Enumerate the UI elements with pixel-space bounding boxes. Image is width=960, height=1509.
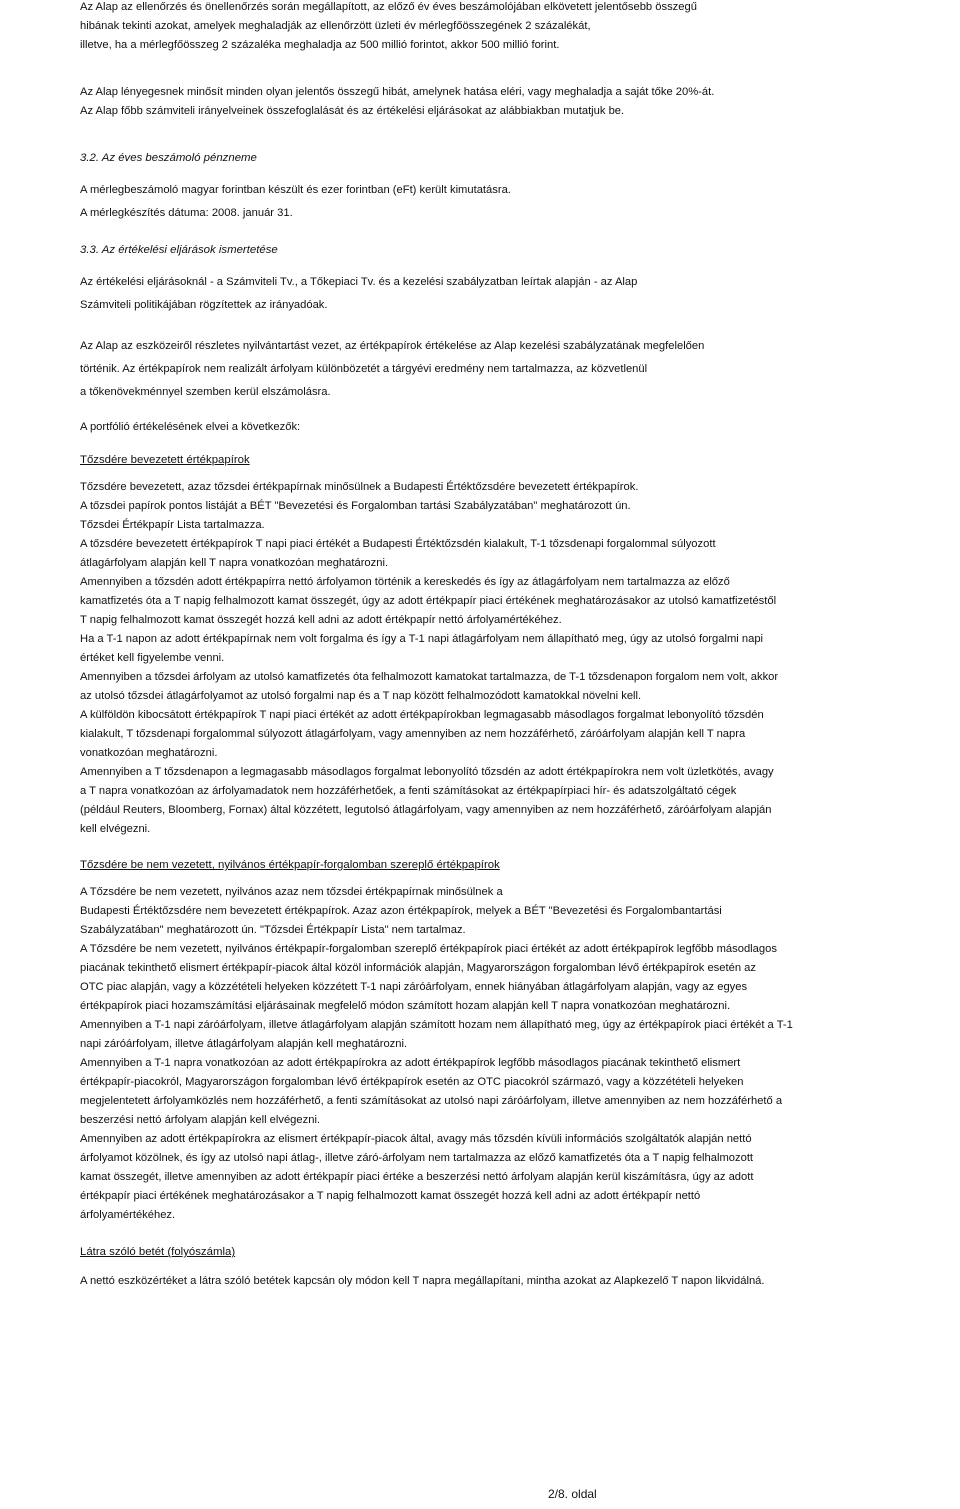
text-line: Az Alap az ellenőrzés és önellenőrzés során megállapított, az előző év éves beszámolójában elkövetett jelentősebb összegű bbox=[80, 1, 697, 13]
subheading-sight-deposit: Látra szóló betét (folyószámla) bbox=[80, 1246, 236, 1258]
text-line: A külföldön kibocsátott értékpapírok T napi piaci értékét az adott értékpapírokban legmagasabb másodlagos forgalmat lebonyolító tőzsdén bbox=[80, 709, 764, 721]
text-line: Tőzsdei Értékpapír Lista tartalmazza. bbox=[80, 519, 265, 531]
text-line: a tőkenövekménnyel szemben kerül elszámolásra. bbox=[80, 386, 331, 398]
text-line: hibának tekinti azokat, amelyek meghaladják az ellenőrzött üzleti év mérlegfőösszegének 2 százalékát, bbox=[80, 20, 591, 32]
text-line: Amennyiben a tőzsdén adott értékpapírra nettó árfolyamon történik a kereskedés és így az átlagárfolyam nem tartalmazza az előző bbox=[80, 576, 730, 588]
text-line: Budapesti Értéktőzsdére nem bevezetett értékpapírok. Azaz azon értékpapírok, melyek a BÉT "Bevezetési és Forgalombantartási bbox=[80, 905, 722, 917]
text-line: A Tőzsdére be nem vezetett, nyilvános azaz nem tőzsdei értékpapírnak minősülnek a bbox=[80, 886, 503, 898]
text-line: árfolyamot közölnek, és így az utolsó napi átlag-, illetve záró-árfolyam nem tartalmazza az előző kamatfizetés óta a T napig felhalmozott bbox=[80, 1152, 754, 1164]
text-line: Tőzsdére bevezetett, azaz tőzsdei értékpapírnak minősülnek a Budapesti Értéktőzsdére bevezetett értékpapírok. bbox=[80, 481, 639, 493]
text-line: történik. Az értékpapírok nem realizált árfolyam különbözetét a tárgyévi eredmény nem tartalmazza, az közvetlenül bbox=[80, 363, 648, 375]
text-line: Amennyiben a T-1 napi záróárfolyam, illetve átlagárfolyam alapján számított hozam nem állapítható meg, úgy az értékpapírok piaci értékét a T-1 bbox=[80, 1019, 793, 1031]
listed-securities-body bbox=[80, 478, 952, 839]
text-line: piacának tekinthető elismert értékpapír-piacok által közöl információk alapján, Magyarországon forgalomban lévő értékpapírok esetén az bbox=[80, 962, 756, 974]
text-line: A tőzsdére bevezetett értékpapírok T napi piaci értékét a Budapesti Értéktőzsdén kialakult, T-1 tőzsdenapi forgalommal súlyozott bbox=[80, 538, 716, 550]
text-line: Az Alap főbb számviteli irányelveinek összefoglalását és az értékelési eljárásokat az alábbiakban mutatjuk be. bbox=[80, 105, 625, 117]
text-line: Amennyiben a T-1 napra vonatkozóan az adott értékpapírokra az adott értékpapírok legfőbb másodlagos piacának tekinthető elismert bbox=[80, 1057, 741, 1069]
text-line: megjelentetett árfolyamközlés nem hozzáférhető, a fenti számításokat az utolsó napi záróárfolyam, illetve amennyiben az nem hozzáférhető a bbox=[80, 1095, 783, 1107]
text-line: vonatkozóan meghatározni. bbox=[80, 747, 218, 759]
text-line: napi záróárfolyam, illetve átlagárfolyam alapján kell meghatározni. bbox=[80, 1038, 408, 1050]
text-line: értékpapír piaci értékének meghatározásakor a T napig felhalmozott kamat összegét hozzá kell adni az adott értékpapír nettó bbox=[80, 1190, 701, 1202]
text-line: (például Reuters, Bloomberg, Fornax) által közzétett, legutolsó átlagárfolyam, vagy amennyiben az nem hozzáférhető, záróárfolyam alapján bbox=[80, 804, 772, 816]
text-line: OTC piac alapján, vagy a közzétételi helyeken közzétett T-1 napi záróárfolyam, ennek hiányában átlagárfolyam alapján, vagy az egyes bbox=[80, 981, 748, 993]
text-line: árfolyamértékéhez. bbox=[80, 1209, 176, 1221]
text-line: A nettó eszközértéket a látra szóló betétek kapcsán oly módon kell T napra megállapítani, mintha azokat az Alapkezelő T napon likvidálná. bbox=[80, 1275, 765, 1287]
page-number: 2/8. oldal bbox=[548, 1487, 597, 1501]
section-heading-3-2: 3.2. Az éves beszámoló pénzneme bbox=[80, 152, 257, 164]
text-line: Az Alap az eszközeiről részletes nyilvántartást vezet, az értékpapírok értékelése az Alap kezelési szabályzatának megfelelően bbox=[80, 340, 705, 352]
text-line: Amennyiben az adott értékpapírokra az elismert értékpapír-piacok által, avagy más tőzsdén kívüli információs szolgáltatók alapján nettó bbox=[80, 1133, 752, 1145]
subheading-listed-securities: Tőzsdére bevezetett értékpapírok bbox=[80, 454, 250, 466]
text-line: átlagárfolyam alapján kell T napra vonatkozóan meghatározni. bbox=[80, 557, 389, 569]
text-line: kamatfizetés óta a T napig felhalmozott kamat összegét, úgy az adott értékpapír piaci értékének meghatározásakor az utolsó kamatfizetéstől bbox=[80, 595, 777, 607]
text-line: Ha a T-1 napon az adott értékpapírnak nem volt forgalma és így a T-1 napi átlagárfolyam nem állapítható meg, úgy az utolsó forgalmi napi bbox=[80, 633, 764, 645]
document-page bbox=[80, 0, 952, 1291]
text-line: Az értékelési eljárásoknál - a Számviteli Tv., a Tőkepiaci Tv. és a kezelési szabályzatban leírtak alapján - az Alap bbox=[80, 276, 638, 288]
text-line: kamat összegét, illetve amennyiben az adott értékpapír piaci értéke a beszerzési nettó árfolyam alapján kerül kiszámításra, úgy az adott bbox=[80, 1171, 754, 1183]
text-line: A mérlegkészítés dátuma: 2008. január 31. bbox=[80, 207, 293, 219]
text-line: Amennyiben a tőzsdei árfolyam az utolsó kamatfizetés óta felhalmozott kamatokat tartalmazza, de T-1 tőzsdenapon forgalom nem volt, akkor bbox=[80, 671, 779, 683]
text-line: értékpapírok piaci hozamszámítási eljárásainak megfelelő módon számított hozam alapján kell T napra vonatkozóan meghatározni. bbox=[80, 1000, 731, 1012]
text-line: A Tőzsdére be nem vezetett, nyilvános értékpapír-forgalomban szereplő értékpapírok piaci értékét az adott értékpapírok legfőbb másodlagos bbox=[80, 943, 777, 955]
text-line: kialakult, T tőzsdenapi forgalommal súlyozott átlagárfolyam, vagy amennyiben az nem hozzáférhető, záróárfolyam alapján kell T napra bbox=[80, 728, 746, 740]
text-line: Szabályzatában" meghatározott ún. "Tőzsdei Értékpapír Lista" nem tartalmaz. bbox=[80, 924, 466, 936]
subheading-unlisted-securities: Tőzsdére be nem vezetett, nyilvános értékpapír-forgalomban szereplő értékpapírok bbox=[80, 859, 500, 871]
text-line: beszerzési nettó árfolyam alapján kell elvégezni. bbox=[80, 1114, 321, 1126]
text-line: értékpapír-piacokról, Magyarországon forgalomban lévő értékpapírok esetén az OTC piacokról származó, vagy a közzétételi helyeken bbox=[80, 1076, 744, 1088]
text-line: A portfólió értékelésének elvei a következők: bbox=[80, 421, 301, 433]
unlisted-securities-body bbox=[80, 883, 952, 1225]
text-line: a T napra vonatkozóan az árfolyamadatok nem hozzáférhetőek, a fenti számításokat az értékpapírpiaci hír- és adatszolgáltató cégek bbox=[80, 785, 737, 797]
text-line: Számviteli politikájában rögzítettek az irányadóak. bbox=[80, 299, 328, 311]
materiality-paragraph bbox=[80, 83, 952, 121]
intro-paragraph bbox=[80, 0, 952, 55]
section-heading-3-3: 3.3. Az értékelési eljárások ismertetése bbox=[80, 244, 278, 256]
text-line: A tőzsdei papírok pontos listáját a BÉT "Bevezetési és Forgalomban tartási Szabályzatában" meghatározott ún. bbox=[80, 500, 631, 512]
text-line: az utolsó tőzsdei átlagárfolyamot az utolsó forgalmi nap és a T nap között felhalmozódott kamatokkal növelni kell. bbox=[80, 690, 642, 702]
text-line: Az Alap lényegesnek minősít minden olyan jelentős összegű hibát, amelynek hatása eléri, vagy meghaladja a saját tőke 20%-át. bbox=[80, 86, 715, 98]
text-line: Amennyiben a T tőzsdenapon a legmagasabb másodlagos forgalmat lebonyolító tőzsdén az adott értékpapírokra nem volt üzletkötés, avagy bbox=[80, 766, 774, 778]
text-line: T napig felhalmozott kamat összegét hozzá kell adni az adott értékpapír nettó árfolyamértékéhez. bbox=[80, 614, 562, 626]
text-line: kell elvégezni. bbox=[80, 823, 151, 835]
text-line: A mérlegbeszámoló magyar forintban készült és ezer forintban (eFt) került kimutatásra. bbox=[80, 184, 511, 196]
text-line: értéket kell figyelembe venni. bbox=[80, 652, 225, 664]
text-line: illetve, ha a mérlegfőösszeg 2 százaléka meghaladja az 500 millió forintot, akkor 500 millió forint. bbox=[80, 39, 560, 51]
